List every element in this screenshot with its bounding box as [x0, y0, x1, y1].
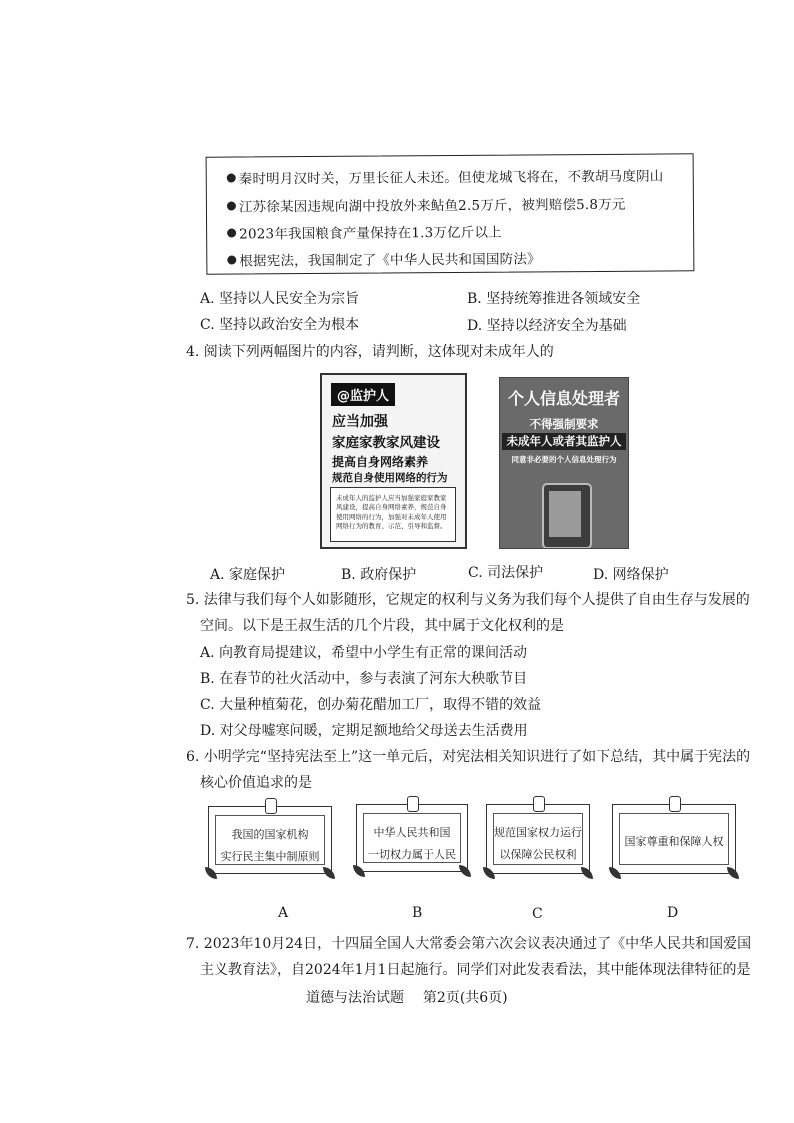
leaf-icon	[205, 867, 217, 879]
poster-line: 提高自身网络素养	[332, 455, 429, 469]
q3-option-d[interactable]: D. 坚持以经济安全为基础	[467, 318, 627, 334]
card-label-b: B	[412, 905, 423, 921]
card-text: 我国的国家机构	[231, 828, 309, 841]
bullet-dot-icon	[227, 173, 236, 182]
q7-stem-line1: 7. 2023年10月24日，十四届全国人大常委会第六次会议表决通过了《中华人民共和国爱国	[186, 936, 752, 952]
q5-stem-line2: 空间。以下是王叔生活的几个片段，其中属于文化权利的是	[200, 618, 564, 634]
material-box	[206, 153, 695, 274]
bullet-dot-icon	[227, 255, 236, 264]
poster-line: 应当加强	[332, 414, 388, 430]
guardian-poster	[320, 373, 467, 549]
option-card-d[interactable]	[612, 804, 736, 874]
leaf-icon	[483, 867, 495, 879]
poster-title: 个人信息处理者	[507, 389, 620, 408]
card-text: 规范国家权力运行	[494, 826, 582, 839]
leaf-icon	[353, 865, 365, 877]
poster-line: 规范自身使用网络的行为	[332, 472, 448, 484]
q6-stem-line1: 6. 小明学完“坚持宪法至上”这一单元后，对宪法相关知识进行了如下总结，其中属于宪法的	[186, 749, 751, 765]
footer	[306, 987, 508, 1007]
card-label-d: D	[667, 905, 679, 921]
clip-icon	[533, 796, 545, 812]
card-label-c: C	[532, 906, 543, 922]
clip-icon	[669, 796, 681, 812]
q5-option-c[interactable]: C. 大量种植菊花，创办菊花醋加工厂，取得不错的效益	[200, 697, 542, 713]
q4-option-c[interactable]: C. 司法保护	[468, 565, 544, 581]
leaf-icon	[459, 865, 471, 877]
q3-option-a[interactable]: A. 坚持以人民安全为宗旨	[200, 291, 360, 307]
material-item: 秦时明月汉时关，万里长征人未还。但使龙城飞将在，不教胡马度阴山	[227, 165, 664, 188]
q3-option-c[interactable]: C. 坚持以政治安全为根本	[200, 317, 360, 333]
bullet-dot-icon	[227, 228, 236, 237]
q3-option-b[interactable]: B. 坚持统筹推进各领域安全	[467, 291, 641, 307]
smartphone-icon	[542, 483, 592, 549]
poster-note: 未成年人的监护人应当加强家庭家教家风建设，提高自身网络素养，规范自身使用网络的行为，加强对未成年人使用网络行为的教育、示范、引导和监督。	[330, 487, 456, 542]
poster-line: 家庭家教家风建设	[332, 435, 440, 451]
q5-option-a[interactable]: A. 向教育局提建议，希望中小学生有正常的课间活动	[200, 645, 528, 661]
q5-option-d[interactable]: D. 对父母嘘寒问暖，定期足额地给父母送去生活费用	[200, 723, 528, 739]
q7-stem-line2: 主义教育法》，自2024年1月1日起施行。同学们对此发表看法，其中能体现法律特征的是	[200, 962, 751, 978]
card-text: 以保障公民权利	[499, 848, 577, 861]
q4-option-a[interactable]: A. 家庭保护	[210, 567, 286, 583]
bullet-dot-icon	[227, 201, 236, 210]
clip-icon	[407, 796, 419, 812]
option-card-a[interactable]	[208, 806, 332, 874]
leaf-icon	[727, 867, 739, 879]
poster-highlight: 未成年人或者其监护人	[502, 433, 626, 450]
q4-option-b[interactable]: B. 政府保护	[341, 567, 417, 583]
q4-option-d[interactable]: D. 网络保护	[593, 567, 669, 583]
q5-stem-line1: 5. 法律与我们每个人如影随形，它规定的权利与义务为我们每个人提供了自由生存与发展的	[186, 592, 750, 608]
poster-tag: @监护人	[331, 383, 395, 406]
phone-screen	[549, 491, 581, 537]
material-item: 江苏徐某因违规向湖中投放外来鲇鱼2.5万斤，被判赔偿5.8万元	[227, 193, 626, 216]
clip-icon	[265, 798, 277, 814]
card-text: 国家尊重和保障人权	[624, 835, 724, 848]
material-item: 根据宪法，我国制定了《中华人民共和国国防法》	[227, 247, 541, 269]
material-item: 2023年我国粮食产量保持在1.3万亿斤以上	[227, 221, 502, 243]
poster-caption: 同意非必要的个人信息处理行为	[511, 455, 617, 464]
footer-subject: 道德与法治试题	[306, 990, 404, 1006]
leaf-icon	[609, 867, 621, 879]
leaf-icon	[323, 867, 335, 879]
q6-stem-line2: 核心价值追求的是	[200, 775, 312, 791]
info-processor-poster	[499, 377, 629, 549]
option-card-b[interactable]	[356, 804, 468, 872]
card-text: 一切权力属于人民	[368, 848, 456, 861]
card-text: 中华人民共和国	[373, 826, 451, 839]
poster-subtitle: 不得强制要求	[529, 417, 599, 431]
q4-stem: 4. 阅读下列两幅图片的内容，请判断，这体现对未成年人的	[186, 344, 554, 360]
leaf-icon	[581, 867, 593, 879]
card-label-a: A	[278, 905, 289, 921]
option-card-c[interactable]	[486, 804, 590, 874]
footer-page-number: 第2页(共6页)	[422, 990, 508, 1006]
q5-option-b[interactable]: B. 在春节的社火活动中，参与表演了河东大秧歌节目	[200, 671, 528, 687]
card-text: 实行民主集中制原则	[220, 850, 320, 863]
